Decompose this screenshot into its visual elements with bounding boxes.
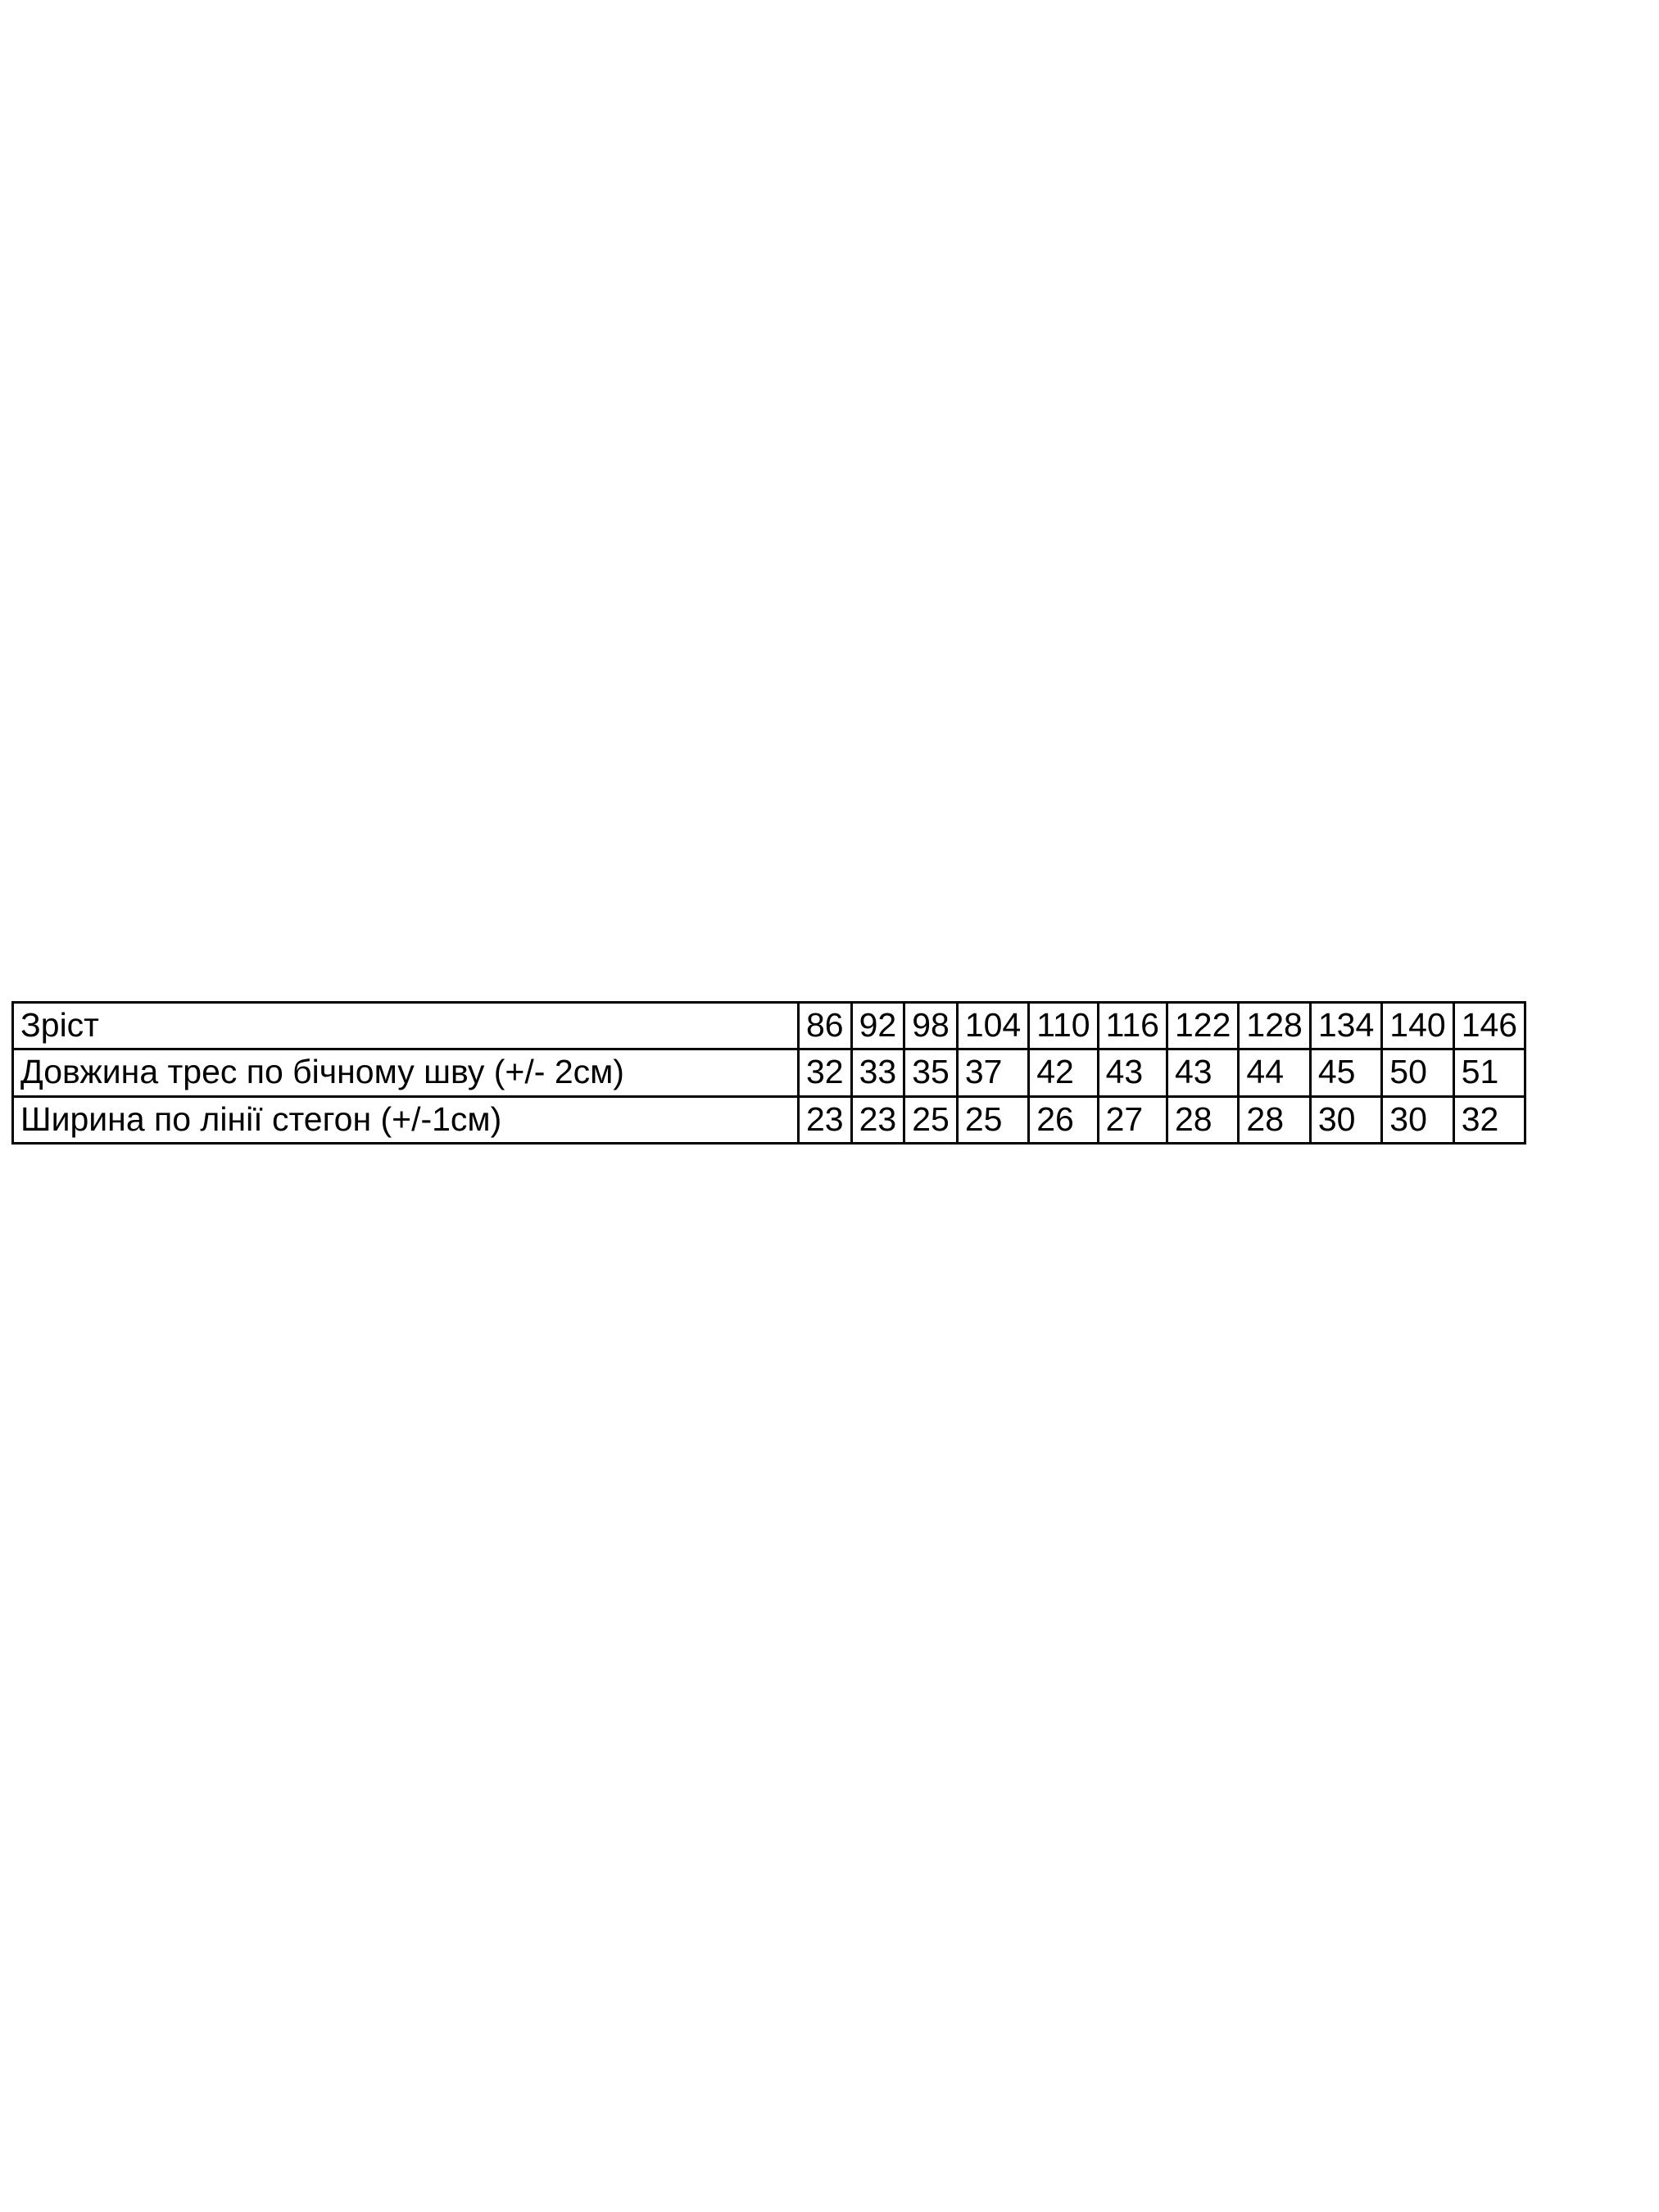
- cell-value: 28: [1240, 1098, 1311, 1142]
- row-label: Довжина трес по бічному шву (+/- 2см): [14, 1050, 800, 1097]
- size-chart-table: [11, 1001, 1526, 1145]
- cell-value: 128: [1240, 1004, 1311, 1050]
- cell-value: 98: [905, 1004, 959, 1050]
- cell-value: 28: [1168, 1098, 1240, 1142]
- cell-value: 45: [1312, 1050, 1383, 1097]
- cell-value: 42: [1030, 1050, 1099, 1097]
- table-row: [14, 1004, 1524, 1050]
- cell-value: 134: [1312, 1004, 1383, 1050]
- cell-value: 51: [1455, 1050, 1524, 1097]
- cell-value: 33: [853, 1050, 906, 1097]
- cell-value: 25: [905, 1098, 959, 1142]
- cell-value: 26: [1030, 1098, 1099, 1142]
- cell-value: 92: [853, 1004, 906, 1050]
- size-chart-body: [14, 1004, 1524, 1142]
- cell-value: 32: [1461, 1099, 1499, 1138]
- cell-value: 35: [905, 1050, 959, 1097]
- row-label: Ширина по лінії стегон (+/-1см): [14, 1098, 800, 1142]
- cell-value: 116: [1099, 1004, 1168, 1050]
- table-row: [14, 1050, 1524, 1097]
- cell-value: 122: [1168, 1004, 1240, 1050]
- cell-value: 104: [959, 1004, 1030, 1050]
- cell-value: 27: [1099, 1098, 1168, 1142]
- cell-value: 43: [1099, 1050, 1168, 1097]
- table-row: [14, 1098, 1524, 1142]
- cell-value: 110: [1030, 1004, 1099, 1050]
- cell-value: 50: [1383, 1050, 1454, 1097]
- cell-value: 43: [1168, 1050, 1240, 1097]
- cell-value: 23: [853, 1098, 906, 1142]
- cell-value: 37: [959, 1050, 1030, 1097]
- cell-value: 30: [1383, 1098, 1454, 1142]
- cell-value: 30: [1312, 1098, 1383, 1142]
- cell-value: 146: [1455, 1004, 1524, 1050]
- size-chart-container: [11, 1001, 1658, 1145]
- cell-value: 32: [800, 1050, 853, 1097]
- cell-value: 140: [1383, 1004, 1454, 1050]
- cell-value: 25: [959, 1098, 1030, 1142]
- row-label: Зріст: [14, 1004, 800, 1050]
- cell-value: 44: [1240, 1050, 1311, 1097]
- cell-value: 23: [800, 1098, 853, 1142]
- cell-value: 86: [800, 1004, 853, 1050]
